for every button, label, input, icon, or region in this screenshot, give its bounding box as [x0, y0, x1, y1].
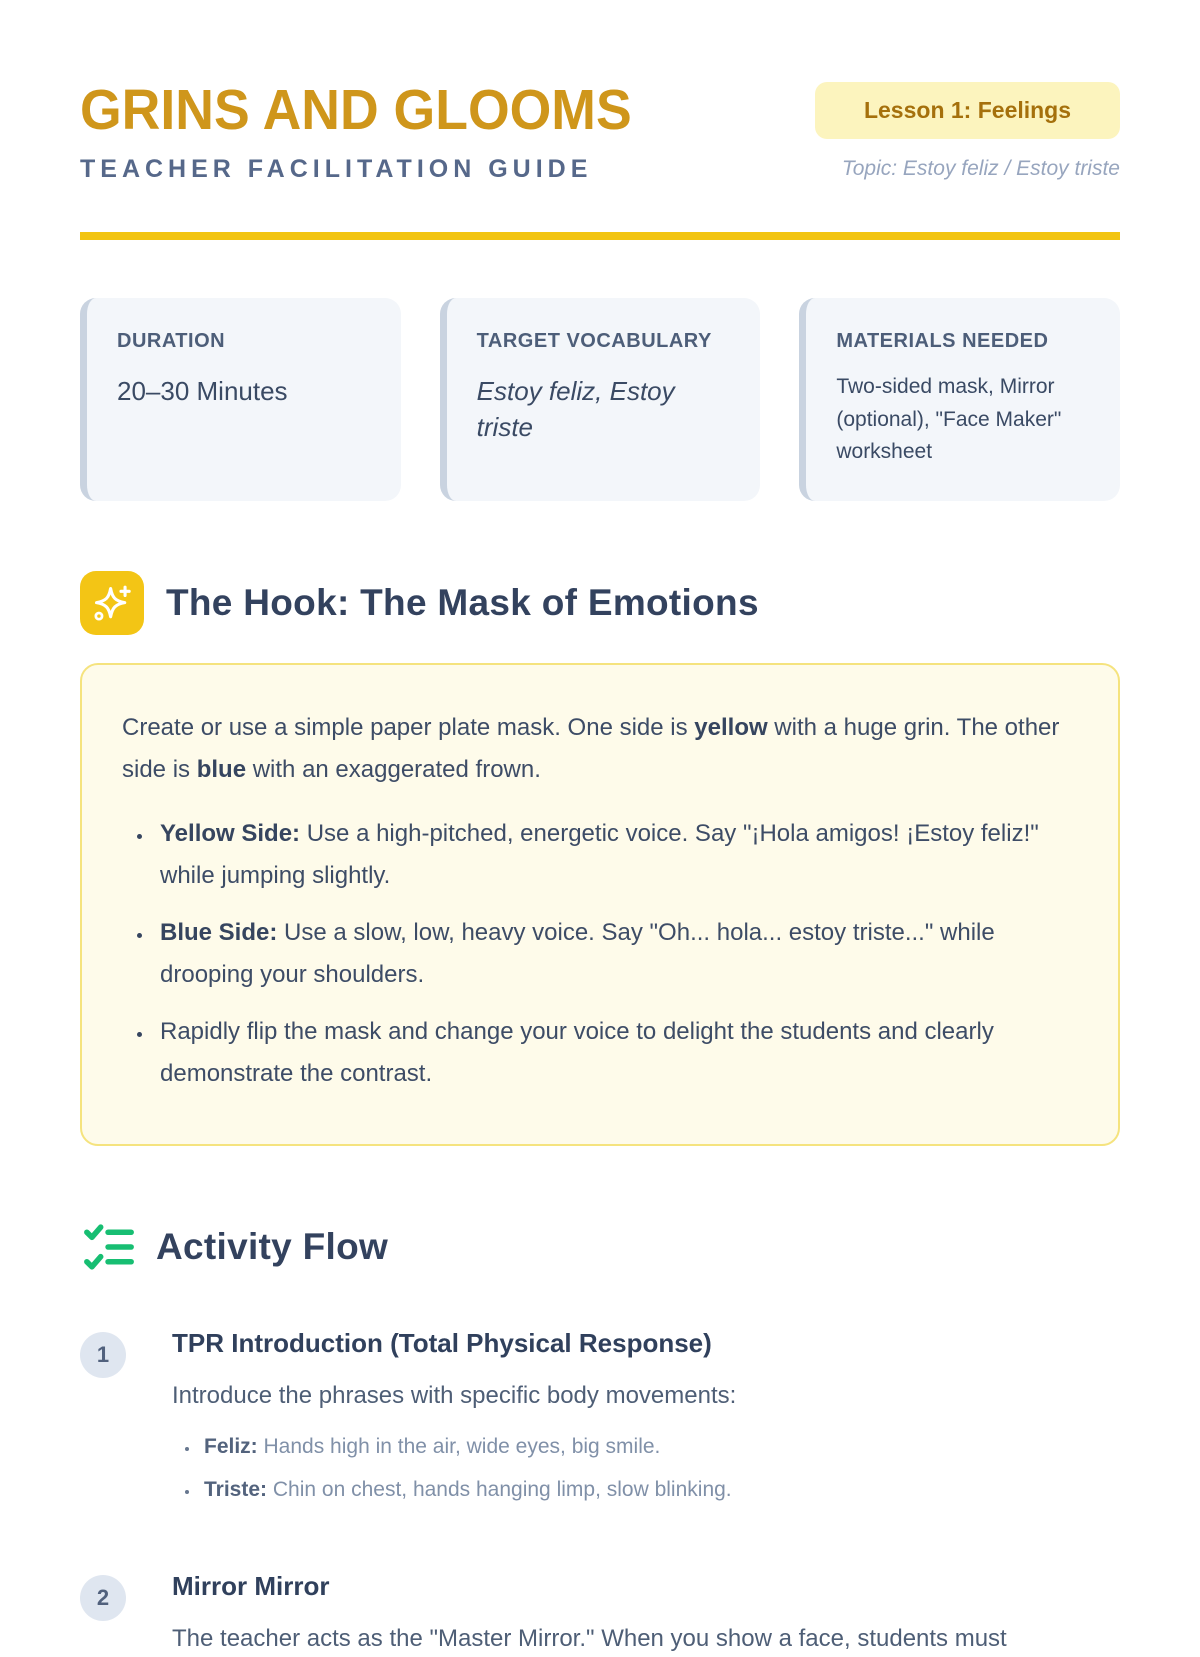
activity-section-title: Activity Flow — [156, 1225, 389, 1267]
vocabulary-label: TARGET VOCABULARY — [476, 330, 712, 352]
vocabulary-card — [440, 298, 761, 501]
topic-line: Topic: Estoy feliz / Estoy triste — [841, 157, 1120, 180]
info-cards-row — [80, 298, 1120, 501]
sparkle-icon — [80, 571, 144, 635]
activity-section-heading — [80, 1220, 1120, 1274]
doc-subtitle: TEACHER FACILITATION GUIDE — [80, 155, 593, 183]
list-checks-icon — [80, 1220, 138, 1274]
vocabulary-value: Estoy feliz, Estoy triste — [476, 376, 675, 443]
activity-step-2 — [80, 1571, 1120, 1657]
header-left — [80, 78, 667, 184]
hook-bullet-list — [122, 813, 1078, 1095]
materials-value: Two-sided mask, Mirror (optional), "Face Maker" worksheet — [836, 375, 1062, 464]
hook-bullet-blue-side: • Blue Side: Use a slow, low, heavy voice. Say "Oh... hola... estoy triste..." while drooping your shoulders. — [154, 912, 1078, 996]
duration-label: DURATION — [117, 330, 226, 352]
lesson-badge: Lesson 1: Feelings — [815, 82, 1120, 139]
hook-intro-paragraph: Create or use a simple paper plate mask. One side is yellow with a huge grin. The other side is blue with an exaggerated frown. — [122, 713, 1060, 783]
hook-bullet-yellow-side: • Yellow Side: Use a high-pitched, energetic voice. Say "¡Hola amigos! ¡Estoy feliz!" while jumping slightly. — [154, 813, 1078, 897]
step-1-number-badge: 1 — [80, 1332, 126, 1378]
yellow-divider — [80, 232, 1120, 240]
step-2-title: Mirror Mirror — [172, 1571, 330, 1602]
step-1-bullet-feliz: • Feliz: Hands high in the air, wide eyes, big smile. — [200, 1430, 1120, 1464]
step-2-number-badge: 2 — [80, 1575, 126, 1621]
doc-title: GRINS AND GLOOMS — [80, 78, 632, 142]
hook-bullet-flip-mask: • Rapidly flip the mask and change your voice to delight the students and clearly demonstrate the contrast. — [154, 1011, 1078, 1095]
step-1-bullet-list — [172, 1430, 1120, 1507]
step-1-description: Introduce the phrases with specific body movements: — [172, 1381, 737, 1409]
hook-callout-box — [80, 663, 1120, 1146]
activity-step-1 — [80, 1328, 1120, 1517]
duration-card — [80, 298, 401, 501]
materials-card — [799, 298, 1120, 501]
materials-label: MATERIALS NEEDED — [836, 330, 1049, 352]
header-right — [815, 82, 1120, 181]
header — [80, 78, 1120, 184]
step-1-bullet-triste: • Triste: Chin on chest, hands hanging limp, slow blinking. — [200, 1473, 1120, 1507]
step-2-body — [172, 1571, 1120, 1657]
step-1-body — [172, 1328, 1120, 1517]
hook-section-heading — [80, 571, 1120, 635]
hook-section-title: The Hook: The Mask of Emotions — [166, 581, 759, 623]
step-2-description: The teacher acts as the "Master Mirror." When you show a face, students must — [172, 1625, 1007, 1653]
step-1-title: TPR Introduction (Total Physical Response) — [172, 1327, 712, 1358]
duration-value: 20–30 Minutes — [117, 376, 288, 406]
